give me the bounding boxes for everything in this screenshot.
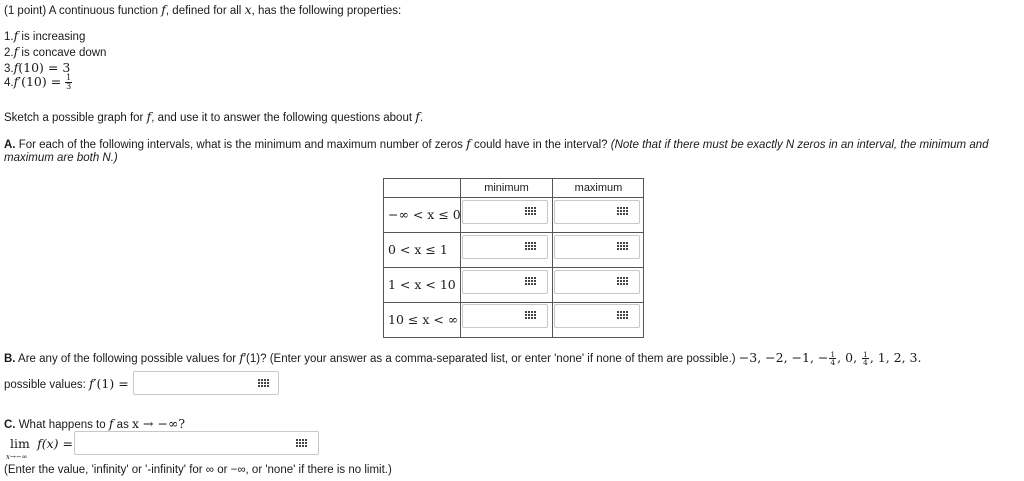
column-header-maximum: maximum [553, 179, 644, 198]
keypad-icon[interactable] [525, 277, 537, 286]
keypad-icon[interactable] [296, 439, 308, 448]
limit-subscript: x→−∞ [6, 453, 28, 461]
fraction-one-fourth: $\frac{1}{4}$ [863, 350, 868, 368]
possible-values-field[interactable] [134, 372, 278, 394]
keypad-icon[interactable] [617, 207, 629, 216]
keypad-icon[interactable] [258, 379, 270, 388]
part-b-question: B. Are any of the following possible values for f′(1)? (Enter your answer as a comma-separated list, or enter 'none' if none of them are possible.) −3, −2, −1, − $\frac{1}{4}$ , 0, $\frac{1}{4}$ , 1, 2, 3. [4, 350, 922, 368]
property-4: 4.f′(10) = $\frac{1}{3}$ [4, 73, 72, 92]
keypad-icon[interactable] [617, 242, 629, 251]
part-a-question: A. For each of the following intervals, what is the minimum and maximum number of zeros f could have in the interval? (Note that if there must be exactly N zeros in an interval, the minimum and [4, 136, 989, 151]
part-c-question: C. What happens to f as x → −∞? [4, 416, 186, 431]
keypad-icon[interactable] [525, 242, 537, 251]
fraction-one-third: $\frac{1}{3}$ [66, 73, 72, 92]
keypad-icon[interactable] [525, 311, 537, 320]
limit-field[interactable] [75, 432, 318, 454]
row-label-interval-3: 1 < x < 10 [384, 268, 461, 303]
property-1: 1.f is increasing [4, 28, 86, 43]
problem-header: (1 point) A continuous function f, defined for all x, has the following properties: [4, 2, 402, 17]
keypad-icon[interactable] [617, 311, 629, 320]
limit-expression: lim f(x) = [10, 436, 73, 451]
part-b-answer-label: possible values: f′(1) = [4, 376, 129, 391]
points-label: (1 point) [4, 5, 47, 17]
part-c-help: (Enter the value, 'infinity' or '-infinity' for ∞ or −∞, or 'none' if there is no limit.) [4, 464, 392, 476]
property-3: 3.f(10) = 3 [4, 60, 71, 75]
keypad-icon[interactable] [525, 207, 537, 216]
limit-input[interactable] [74, 431, 319, 455]
keypad-icon[interactable] [617, 277, 629, 286]
part-a-note: maximum are both N.) [4, 152, 118, 164]
row-label-interval-4: 10 ≤ x < ∞ [384, 303, 461, 337]
sketch-instruction: Sketch a possible graph for f, and use it to answer the following questions about f. [4, 109, 424, 124]
row-label-interval-1: −∞ < x ≤ 0 [384, 198, 461, 233]
column-header-minimum: minimum [461, 179, 553, 198]
row-label-interval-2: 0 < x ≤ 1 [384, 233, 461, 268]
fraction-one-fourth-negative: $\frac{1}{4}$ [830, 350, 836, 368]
property-2: 2.f is concave down [4, 44, 107, 59]
table-header-blank [384, 179, 461, 198]
